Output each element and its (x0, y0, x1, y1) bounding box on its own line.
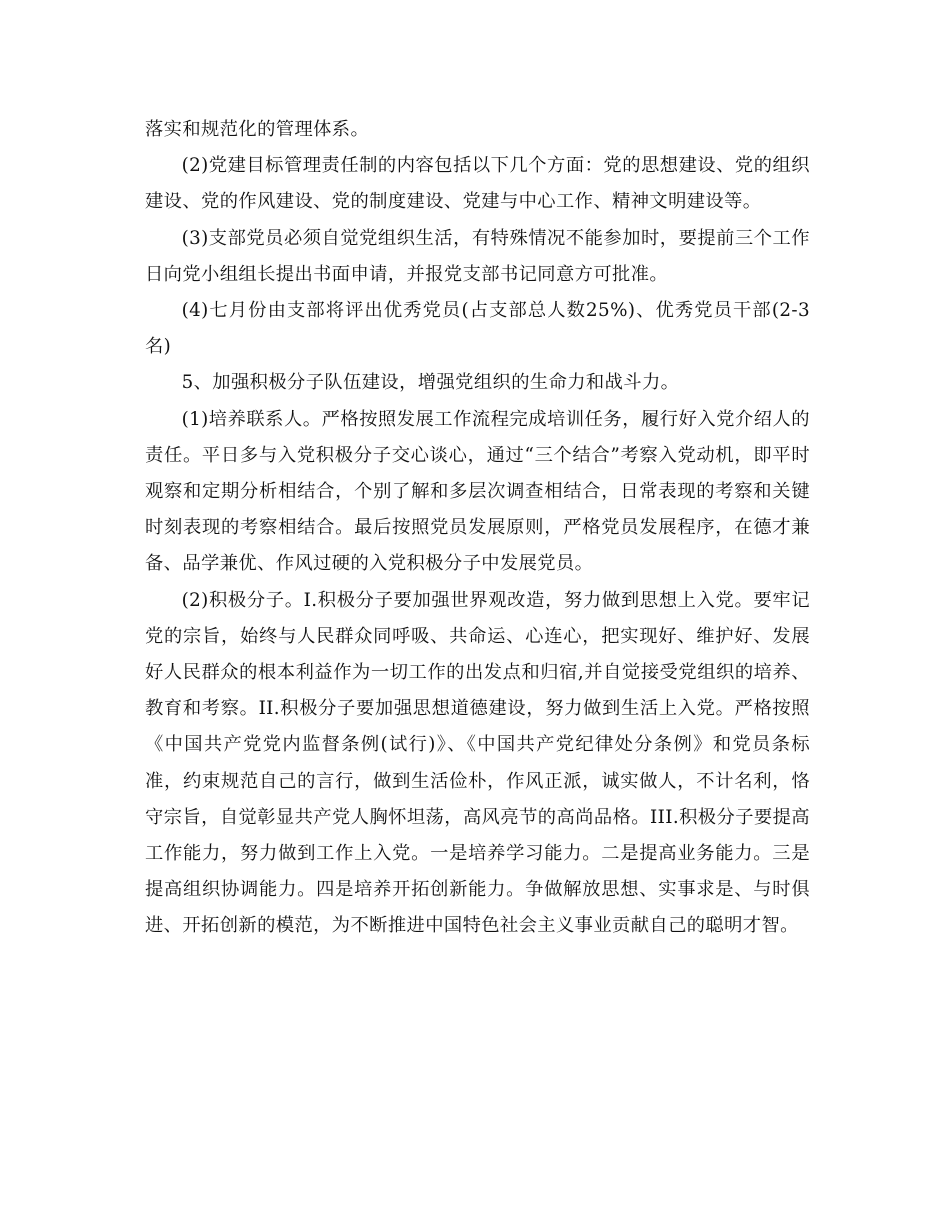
document-body (145, 112, 810, 945)
paragraph-activists: (2)积极分子。I.积极分子要加强世界观改造，努力做到思想上入党。要牢记党的宗旨，始终与人民群众同呼吸、共命运、心连心，把实现好、维护好、发展好人民群众的根本利益作为一切工作的出发点和归宿,并自觉接受党组织的培养、教育和考察。II.积极分子要加强思想道德建设，努力做到生活上入党。严格按照《中国共产党党内监督条例(试行)》、《中国共产党纪律处分条例》和党员条标准，约束规范自己的言行，做到生活俭朴，作风正派，诚实做人，不计名利，恪守宗旨，自觉彰显共产党人胸怀坦荡，高风亮节的高尚品格。III.积极分子要提高工作能力，努力做到工作上入党。一是培养学习能力。二是提高业务能力。三是提高组织协调能力。四是培养开拓创新能力。争做解放思想、实事求是、与时俱进、开拓创新的模范，为不断推进中国特色社会主义事业贡献自己的聪明才智。 (145, 589, 810, 937)
paragraph-item-3: (3)支部党员必须自觉党组织生活，有特殊情况不能参加时，要提前三个工作日向党小组组长提出书面申请，并报党支部书记同意方可批准。 (145, 227, 810, 285)
paragraph-item-4: (4)七月份由支部将评出优秀党员(占支部总人数25%)、优秀党员干部(2-3名) (145, 300, 810, 358)
section-heading-5: 5、加强积极分子队伍建设，增强党组织的生命力和战斗力。 (181, 372, 680, 394)
paragraph-item-2: (2)党建目标管理责任制的内容包括以下几个方面：党的思想建设、党的组织建设、党的作风建设、党的制度建设、党建与中心工作、精神文明建设等。 (145, 155, 810, 213)
paragraph-continuation: 落实和规范化的管理体系。 (145, 119, 370, 140)
paragraph-contact-person: (1)培养联系人。严格按照发展工作流程完成培训任务，履行好入党介绍人的责任。平日多与入党积极分子交心谈心，通过“三个结合”考察入党动机，即平时观察和定期分析相结合，个别了解和多层次调查相结合，日常表现的考察和关键时刻表现的考察相结合。最后按照党员发展原则，严格党员发展程序，在德才兼备、品学兼优、作风过硬的入党积极分子中发展党员。 (145, 408, 810, 575)
